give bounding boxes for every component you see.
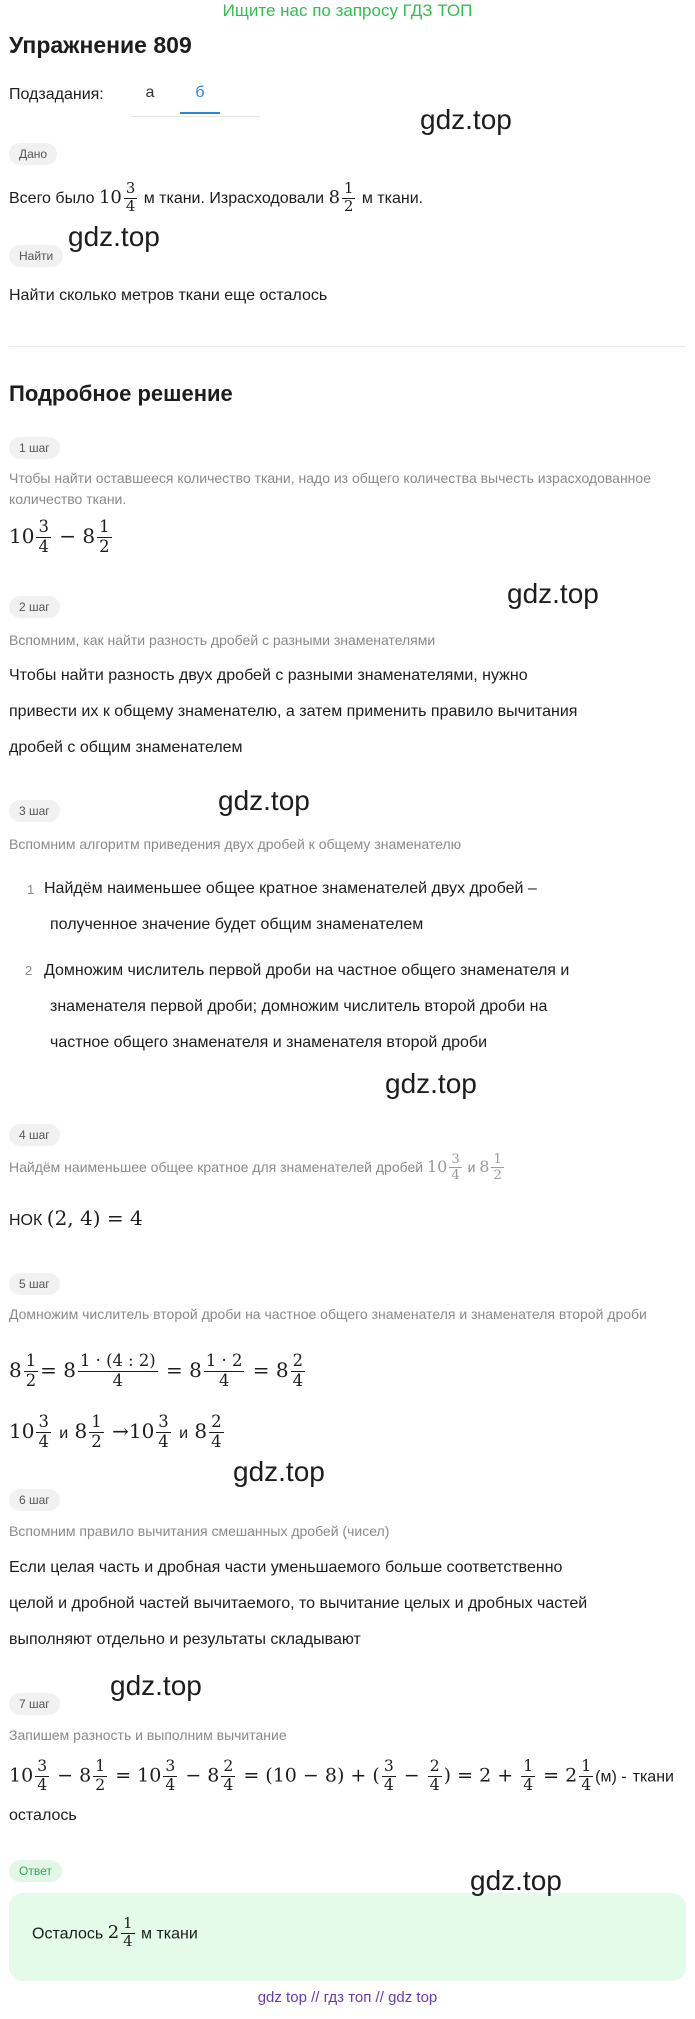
watermark: gdz.top (233, 1456, 325, 1487)
frac-num: 1 (25, 1351, 37, 1370)
step5-expression-1 (9, 1352, 307, 1391)
frac-den: 2 (25, 1370, 37, 1390)
step-badge: 7 шаг (9, 1693, 60, 1715)
footer-separator: // (311, 1989, 320, 2006)
frac-num: 1 · (4 : 2) (80, 1351, 156, 1370)
find-text: Найти сколько метров ткани еще осталось (9, 287, 328, 304)
step-text-line: привести их к общему знаменателю, а затем применить правило вычитания (9, 703, 578, 720)
answer-text (32, 1916, 198, 1951)
find-badge: Найти (9, 245, 63, 267)
frac-den: 4 (38, 536, 49, 556)
mixed-whole: 8 (194, 1418, 208, 1443)
mixed-whole: 10 (98, 187, 122, 208)
watermark: gdz.top (470, 1865, 562, 1896)
mixed-whole: 2 (107, 1922, 120, 1944)
watermark: gdz.top (420, 104, 512, 135)
list-number: 2 (25, 963, 33, 978)
watermark: gdz.top (385, 1068, 477, 1099)
frac-den: 4 (158, 1431, 169, 1451)
answer-text-before: Осталось (32, 1925, 104, 1943)
arrow-icon: → (112, 1418, 129, 1443)
given-text-after: м ткани. (361, 190, 424, 207)
equals-sign: = (166, 1357, 183, 1382)
watermark: gdz.top (68, 221, 160, 252)
minus-sign: − (403, 1764, 420, 1787)
mixed-whole: 8 (479, 1157, 490, 1177)
mixed-whole: 10 (426, 1157, 448, 1177)
page-title: Упражнение 809 (9, 32, 192, 58)
mixed-whole: 8 (82, 523, 96, 548)
frac-den: 2 (493, 1168, 502, 1184)
frac-num: 2 (223, 1757, 234, 1775)
frac-den: 2 (344, 197, 354, 215)
tab-a[interactable]: а (145, 84, 155, 101)
step-text-line: целой и дробной частей вычитаемого, то вычитание целых и дробных частей (9, 1595, 588, 1612)
frac-den: 4 (223, 1775, 234, 1794)
answer-mixed (107, 1915, 137, 1950)
search-banner[interactable]: Ищите нас по запросу ГДЗ ТОП (222, 1, 473, 20)
step-badge: 1 шаг (9, 437, 60, 459)
frac-den: 4 (218, 1370, 230, 1390)
list-number: 1 (27, 882, 35, 897)
section-divider (9, 346, 686, 347)
mixed-whole: 8 (79, 1764, 92, 1787)
mixed-whole: 10 (128, 1418, 155, 1443)
frac-num: 1 (99, 517, 110, 536)
frac-den: 2 (95, 1775, 106, 1794)
footer-links (0, 1989, 695, 2006)
frac-den: 4 (383, 1775, 394, 1794)
step-badge: 2 шаг (9, 596, 60, 618)
frac-num: 1 · 2 (205, 1351, 243, 1370)
footer-link[interactable]: гдз топ (323, 1989, 372, 2006)
expression-word: ткани (632, 1768, 674, 1786)
nok-line (9, 1206, 143, 1230)
footer-separator: // (375, 1989, 384, 2006)
step-note: Вспомним правило вычитания смешанных дробей (чисел) (9, 1523, 390, 1539)
given-mixed-1 (98, 179, 139, 215)
frac-num: 3 (38, 1412, 49, 1431)
list-item-line: Домножим числитель первой дроби на частное общего знаменателя и (44, 962, 570, 979)
watermark: gdz.top (507, 578, 599, 609)
step4-note (9, 1152, 506, 1183)
minus-sign: − (59, 523, 77, 548)
step-badge: 4 шаг (9, 1124, 60, 1146)
expression-part: ) = 2 + (443, 1764, 514, 1787)
step-text-line: Чтобы найти разность двух дробей с разными знаменателями, нужно (9, 667, 528, 684)
frac-num: 3 (125, 179, 136, 197)
unit-label: (м) - (595, 1768, 627, 1786)
expression-part: = (10 − 8) + ( (243, 1764, 380, 1787)
answer-text-after: м ткани (141, 1925, 198, 1943)
step-text-line: выполняют отдельно и результаты складывают (9, 1631, 361, 1648)
frac-num: 3 (158, 1412, 169, 1431)
frac-den: 4 (292, 1370, 304, 1390)
mixed-whole: 8 (275, 1357, 289, 1382)
frac-num: 1 (91, 1412, 102, 1431)
frac-den: 2 (99, 536, 110, 556)
watermark: gdz.top (110, 1670, 202, 1701)
and-word: и (467, 1159, 476, 1176)
mixed-whole: 10 (9, 523, 35, 548)
given-text-mid: м ткани. Израсходовали (143, 190, 325, 207)
step-badge: 6 шаг (9, 1489, 60, 1511)
step1-expression (9, 518, 114, 557)
step-note: Запишем разность и выполним вычитание (9, 1727, 287, 1743)
frac-den: 4 (429, 1775, 440, 1794)
frac-num: 3 (451, 1152, 460, 1167)
frac-den: 4 (112, 1370, 124, 1390)
and-word: и (59, 1424, 69, 1442)
frac-num: 1 (123, 1915, 133, 1932)
step-note: Чтобы найти оставшееся количество ткани, надо из общего количества вычесть израсходованное количество ткани. (9, 470, 651, 507)
mixed-whole: 2 (565, 1764, 578, 1787)
subtasks-label: Подзадания: (9, 86, 104, 103)
frac-num: 1 (523, 1757, 534, 1775)
watermark: gdz.top (218, 785, 310, 816)
mixed-whole: 8 (189, 1357, 202, 1382)
step-note: Вспомним алгоритм приведения двух дробей к общему знаменателю (9, 836, 462, 852)
step5-expression-2 (9, 1413, 226, 1452)
mixed-whole: 8 (63, 1357, 77, 1382)
frac-den: 2 (91, 1431, 102, 1451)
frac-num: 2 (429, 1757, 440, 1775)
frac-num: 1 (95, 1757, 106, 1775)
frac-den: 4 (165, 1775, 176, 1794)
frac-den: 4 (581, 1775, 592, 1794)
frac-num: 3 (38, 517, 49, 536)
frac-den: 4 (523, 1775, 534, 1794)
given-text (9, 180, 423, 217)
step7-expression (9, 1758, 674, 1795)
footer-link[interactable]: gdz top (388, 1989, 438, 2006)
step-note: Вспомним, как найти разность дробей с разными знаменателями (9, 632, 436, 648)
frac-num: 1 (493, 1152, 502, 1167)
given-badge: Дано (9, 143, 57, 165)
step7-tail: осталось (9, 1807, 77, 1824)
given-mixed-2 (328, 179, 358, 215)
frac-den: 4 (38, 1431, 49, 1451)
mixed-whole: 8 (9, 1357, 22, 1382)
mixed-whole: 10 (9, 1418, 35, 1443)
equals-sign: = (40, 1357, 57, 1382)
frac-num: 2 (292, 1351, 304, 1370)
mixed-whole: 8 (328, 187, 341, 208)
and-word: и (179, 1424, 189, 1442)
given-text-before: Всего было (9, 190, 95, 207)
frac-num: 3 (165, 1757, 176, 1775)
step-note: Домножим числитель второй дроби на частное общего знаменателя и знаменателя второй дроби (9, 1306, 647, 1322)
frac-den: 4 (125, 197, 136, 215)
frac-den: 4 (211, 1431, 222, 1451)
mixed-whole: 8 (207, 1764, 220, 1787)
frac-num: 3 (37, 1757, 48, 1775)
frac-num: 1 (344, 179, 354, 197)
mixed-whole: 10 (137, 1764, 162, 1787)
tab-b[interactable]: б (180, 84, 220, 114)
tabs-underline (130, 116, 260, 117)
frac-den: 4 (37, 1775, 48, 1794)
frac-den: 4 (451, 1168, 460, 1184)
list-item-line: полученное значение будет общим знаменателем (50, 916, 424, 933)
answer-badge: Ответ (9, 1860, 62, 1882)
frac-num: 2 (211, 1412, 222, 1431)
minus-sign: − (57, 1764, 74, 1787)
list-item-line: частное общего знаменателя и знаменателя второй дроби (50, 1034, 488, 1051)
frac-den: 4 (123, 1932, 133, 1950)
equals-sign: = (115, 1764, 132, 1787)
step-text-line: дробей с общим знаменателем (9, 739, 243, 756)
mixed-number (426, 1152, 464, 1184)
nok-expression: (2, 4) = 4 (46, 1206, 143, 1230)
list-item-line: Найдём наименьшее общее кратное знаменателей двух дробей – (44, 880, 537, 897)
equals-sign: = (252, 1357, 270, 1382)
footer-link[interactable]: gdz top (257, 1989, 307, 2006)
step-text-line: Если целая часть и дробная части уменьшаемого больше соответственно (9, 1559, 563, 1576)
list-item-line: знаменателя первой дроби; домножим числитель второй дроби на (50, 998, 548, 1015)
solution-title: Подробное решение (9, 381, 233, 406)
mixed-whole: 8 (74, 1418, 88, 1443)
mixed-number (479, 1152, 506, 1184)
minus-sign: − (185, 1764, 202, 1787)
frac-num: 1 (581, 1757, 592, 1775)
nok-label: НОК (9, 1212, 43, 1229)
step-note: Найдём наименьшее общее кратное для знаменателей дробей (9, 1159, 424, 1176)
equals-sign: = (543, 1764, 560, 1787)
mixed-whole: 10 (9, 1764, 34, 1787)
step-badge: 5 шаг (9, 1273, 60, 1295)
step-badge: 3 шаг (9, 800, 60, 822)
frac-num: 3 (383, 1757, 394, 1775)
